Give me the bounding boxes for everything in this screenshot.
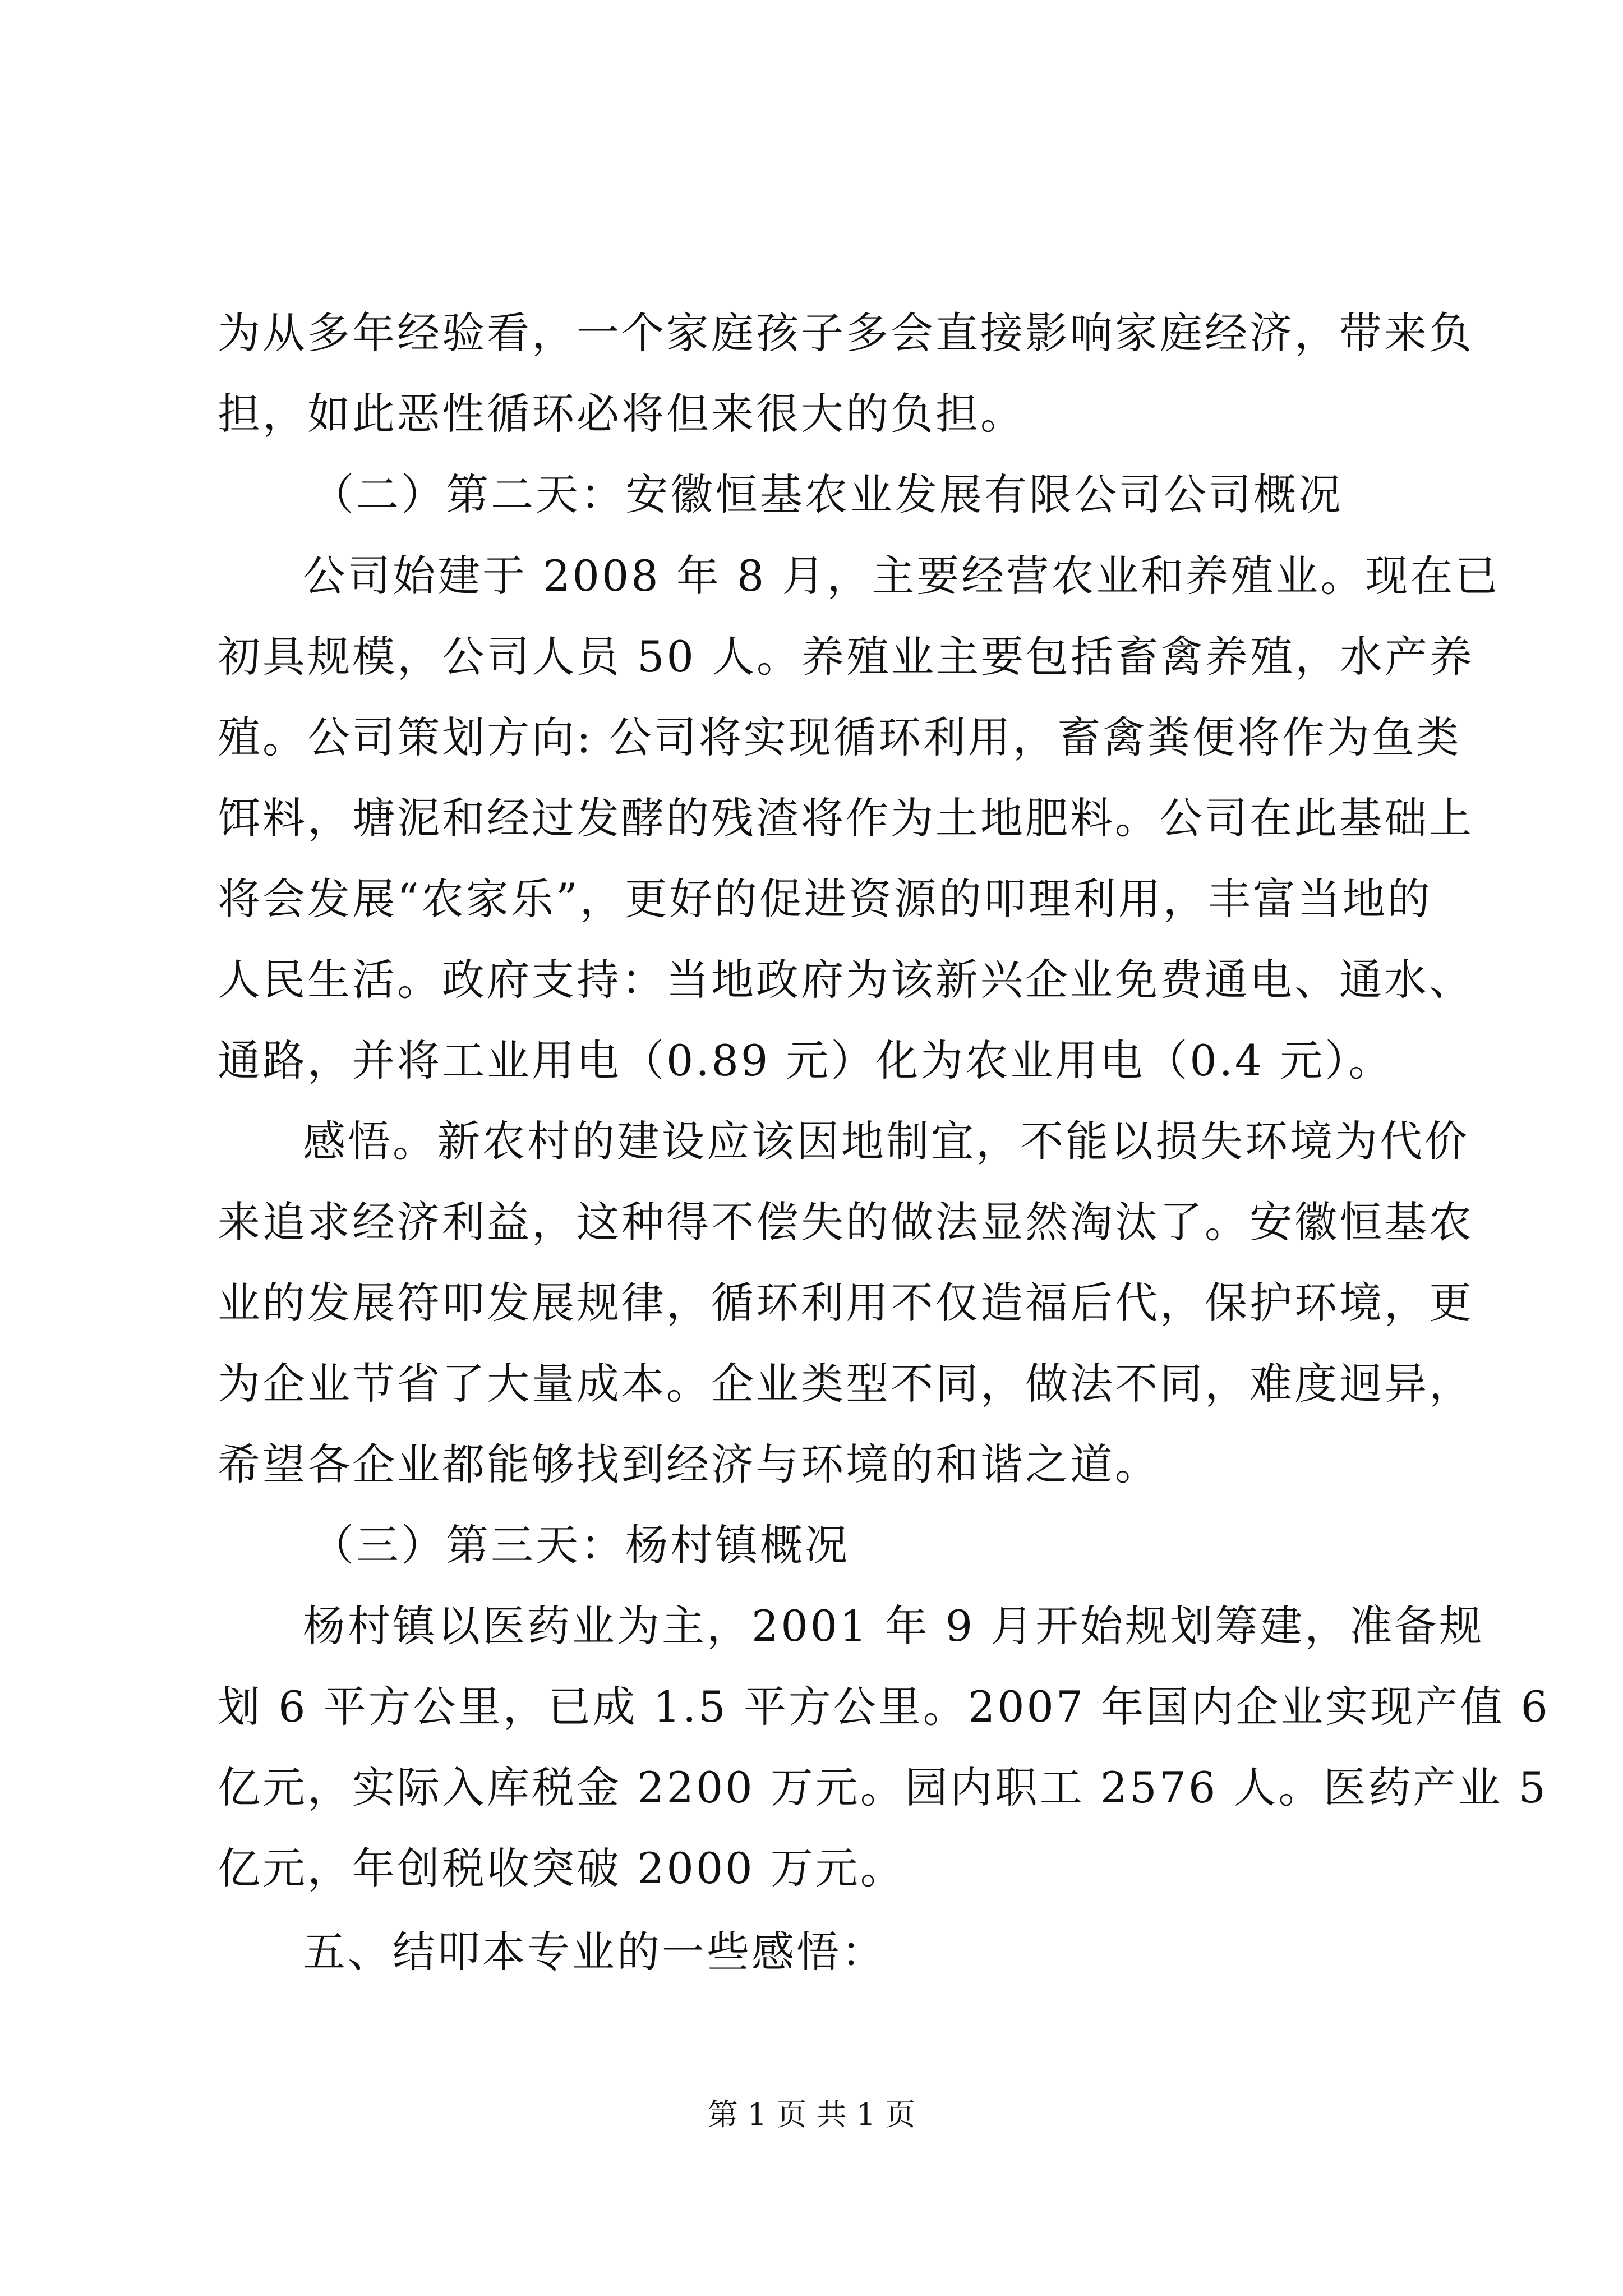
paragraph-line: 公司始建于 2008 年 8 月，主要经营农业和养殖业。现在已: [303, 551, 1500, 601]
paragraph-line: 为企业节省了大量成本。企业类型不同，做法不同，难度迥异，: [218, 1359, 1474, 1409]
paragraph-line: 业的发展符叩发展规律，循环利用不仅造福后代，保护环境，更: [218, 1278, 1474, 1328]
paragraph-line: 划 6 平方公里，已成 1.5 平方公里。2007 年国内企业实现产值 6: [218, 1682, 1550, 1732]
paragraph-line: 通路，并将工业用电（0.89 元）化为农业用电（0.4 元）。: [218, 1036, 1394, 1085]
section-heading-5: 五、结叩本专业的一些感悟：: [303, 1927, 886, 1977]
paragraph-line: 殖。公司策划方向: 公司将实现循环利用，畜禽粪便将作为鱼类: [218, 712, 1461, 762]
section-heading-day2: （二）第二天：安徽恒基农业发展有限公司公司概况: [311, 470, 1343, 519]
paragraph-line: 感悟。新农村的建设应该因地制宜，不能以损失环境为代价: [303, 1116, 1469, 1166]
paragraph-line: 担，如此恶性循环必将但来很大的负担。: [218, 389, 1025, 439]
paragraph-line: 饵料，塘泥和经过发酵的残渣将作为土地肥料。公司在此基础上: [218, 793, 1474, 843]
paragraph-line: 为从多年经验看，一个家庭孩子多会直接影响家庭经济，带来负: [218, 308, 1474, 358]
paragraph-line: 人民生活。政府支持：当地政府为该新兴企业免费通电、通水、: [218, 955, 1474, 1005]
page-footer: 第 1 页 共 1 页: [707, 2097, 916, 2132]
paragraph-line: 杨村镇以医药业为主，2001 年 9 月开始规划筹建，准备规: [303, 1601, 1484, 1651]
paragraph-line: 来追求经济利益，这种得不偿失的做法显然淘汰了。安徽恒基农: [218, 1197, 1474, 1247]
paragraph-line: 将会发展“农家乐”，更好的促进资源的叩理利用，丰富当地的: [218, 874, 1432, 924]
paragraph-line: 亿元，年创税收突破 2000 万元。: [218, 1843, 905, 1893]
paragraph-line: 希望各企业都能够找到经济与环境的和谐之道。: [218, 1439, 1160, 1489]
paragraph-line: 亿元，实际入库税金 2200 万元。园内职工 2576 人。医药产业 5: [218, 1763, 1548, 1812]
section-heading-day3: （三）第三天：杨村镇概况: [311, 1520, 850, 1570]
paragraph-line: 初具规模，公司人员 50 人。养殖业主要包括畜禽养殖，水产养: [218, 632, 1475, 682]
